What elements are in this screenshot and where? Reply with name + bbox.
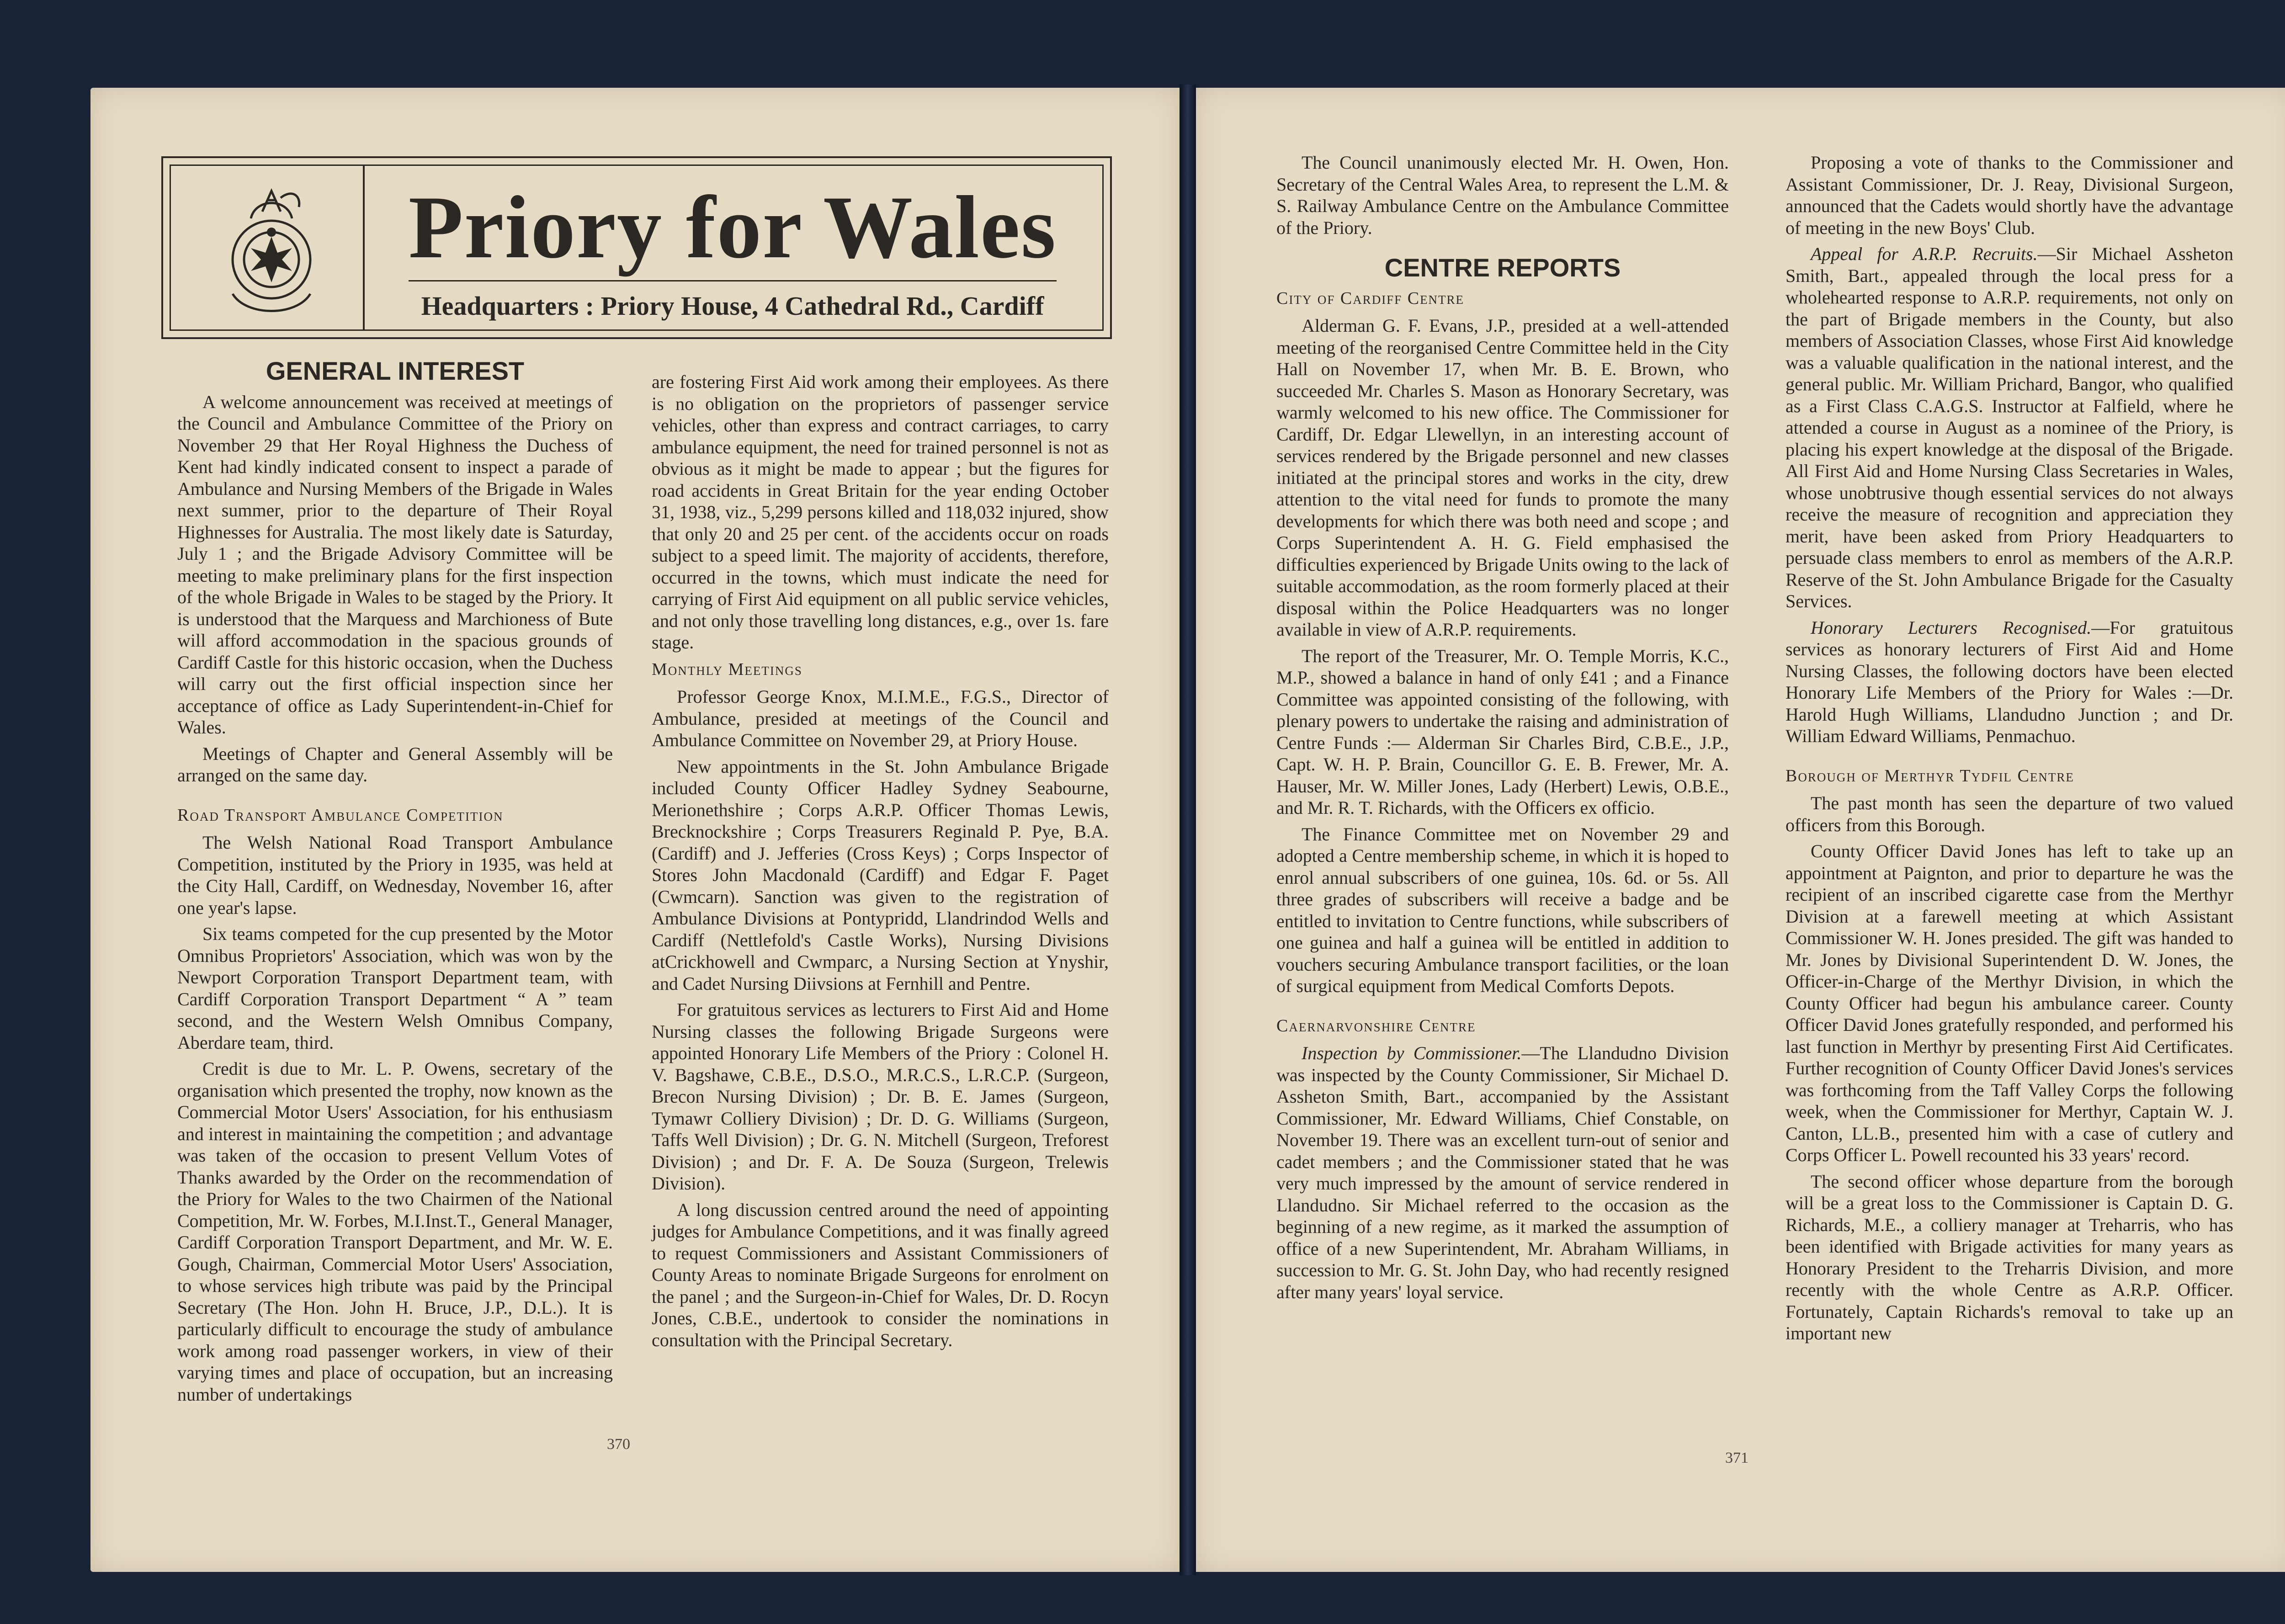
page-number: 371 [1725,1449,1748,1466]
right-page [1196,88,2285,1572]
paragraph [1785,243,2233,612]
book-gutter [1180,85,1196,1575]
paragraph [1785,617,2233,747]
paragraph: A long discussion centred around the need of appointing judges for Ambulance Competitions, and it was finally agreed to request Commissioners and Assistant Commissioners of County Areas to nominate Brigade Surgeons for enrolment on the panel ; and the Surgeon-in-Chief for Wales, Dr. D. Rocyn Jones, C.B.E., undertook to consider the nominations in consultation with the Principal Secretary. [652,1199,1109,1350]
paragraph [1276,1042,1729,1303]
run-in-heading: Inspection by Commissioner. [1302,1043,1522,1063]
paragraph-text: —For gratuitous services as honorary lecturers of First Aid and Home Nursing Classes, the following doctors have been elected Honorary Life Members of the Priory for Wales :—Dr. Harold Hugh Williams, Llandudno Junction ; and Dr. William Edward Williams, Penmachuo. [1785,617,2233,746]
section-heading: CENTRE REPORTS [1384,253,1621,282]
paragraph: Proposing a vote of thanks to the Commissioner and Assistant Commissioner, Dr. J. Reay, Divisional Surgeon, announced that the Cadets would shortly have the advantage of meeting in the new Boys' Club. [1785,152,2233,238]
paragraph: Alderman G. F. Evans, J.P., presided at a well-attended meeting of the reorganised Centre Committee held in the City Hall on November 17, when Mr. B. E. Brown, who succeeded Mr. Charles S. Mason as Honorary Secretary, was warmly welcomed to his new office. The Commissioner for Cardiff, Dr. Edgar Llewellyn, in an interesting account of services rendered by the Brigade personnel and new classes initiated at the principal stores and works in the city, drew attention to the vital need for funds to promote the many developments for which there was both need and scope ; and Corps Superintendent A. H. G. Field emphasised the difficulties experienced by Brigade Units owing to the lack of suitable accommodation, as the room formerly placed at their disposal within the Police Headquarters was no longer available in view of A.R.P. requirements. [1276,315,1729,640]
left-column-2 [652,371,1109,1355]
section-heading: GENERAL INTEREST [266,356,525,385]
priory-crest-icon [219,180,324,321]
paragraph: The Welsh National Road Transport Ambulance Competition, instituted by the Priory in 1935, was held at the City Hall, Cardiff, on Wednesday, November 16, after one year's lapse. [177,832,613,918]
page-number: 370 [607,1436,630,1453]
subsection-heading: City of Cardiff Centre [1276,288,1465,308]
subsection-heading: Road Transport Ambulance Competition [177,805,504,825]
paragraph-text: —Sir Michael Assheton Smith, Bart., appealed through the local press for a wholehearted response to A.R.P. requirements, not only on the part of Brigade members in the County, but also members of Association Classes, whose First Aid knowledge was a valuable qualification in the national interest, and the general public. Mr. William Prichard, Bangor, who qualified as a First Class C.A.G.S. Instructor at Falfield, where he attended a course in August as a nominee of the Priory, is placing his expert knowledge at the disposal of the Brigade. All First Aid and Home Nursing Class Secretaries in Wales, whose unobtrusive though essential services do not always receive the measure of recognition and appreciation they merit, have been asked from Priory Headquarters to persuade class members to enrol as members of the A.R.P. Reserve of the St. John Ambulance Brigade for the Casualty Services. [1785,244,2234,611]
paragraph: Professor George Knox, M.I.M.E., F.G.S., Director of Ambulance, presided at meetings of the Council and Ambulance Committee on November 29, at Priory House. [652,686,1109,750]
subsection-heading: Caernarvonshire Centre [1276,1016,1476,1035]
paragraph: The Council unanimously elected Mr. H. Owen, Hon. Secretary of the Central Wales Area, to represent the L.M. & S. Railway Ambulance Centre on the Ambulance Committee of the Priory. [1276,152,1729,238]
paragraph: The past month has seen the departure of two valued officers from this Borough. [1785,793,2233,835]
paragraph: Credit is due to Mr. L. P. Owens, secretary of the organisation which presented the trophy, now known as the Commercial Motor Users' Association, for his enthusiasm and interest in maintaining the competition ; and advantage was taken of the occasion to present Vellum Votes of Thanks awarded by the Order on the recommendation of the Priory for Wales to the two Chairmen of the National Competition, Mr. W. Forbes, M.I.Inst.T., General Manager, Cardiff Corporation Transport Department, and Mr. W. E. Gough, Chairman, Commercial Motor Users' Association, to whose services high tribute was paid by the Principal Secretary (The Hon. John H. Bruce, J.P., D.L.). It is particularly difficult to encourage the study of ambulance work among road passenger workers, in view of their varying times and place of occupation, but an increasing number of undertakings [177,1058,613,1405]
paragraph: A welcome announcement was received at meetings of the Council and Ambulance Committee of the Priory on November 29 that Her Royal Highness the Duchess of Kent had kindly indicated consent to inspect a parade of Ambulance and Nursing Members of the Brigade in Wales next summer, prior to the departure of Their Royal Highnesses for Australia. The most likely date is Saturday, July 1 ; and the Brigade Advisory Committee will be meeting to make preliminary plans for the first inspection of the whole Brigade in Wales to be staged by the Priory. It is understood that the Marquess and Marchioness of Bute will afford accommodation in the spacious grounds of Cardiff Castle for this historic occasion, when the Duchess will carry out the first official inspection since her acceptance of office as Lady Superintendent-in-Chief for Wales. [177,391,613,738]
left-page [90,88,1180,1572]
crest-cell [171,166,365,329]
run-in-heading: Appeal for A.R.P. Recruits. [1811,244,2038,264]
right-column-2 [1785,152,2233,1349]
paragraph: For gratuitous services as lecturers to First Aid and Home Nursing classes the following Brigade Surgeons were appointed Honorary Life Members of the Priory : Colonel H. V. Bagshawe, C.B.E., D.S.O., M.R.C.S., L.R.C.P. (Surgeon, Brecon Nursing Division) ; Dr. B. E. James (Surgeon, Tymawr Colliery Division) ; Dr. D. G. Williams (Surgeon, Taffs Well Division) ; Dr. G. N. Mitchell (Surgeon, Treforest Division) ; and Dr. F. A. De Souza (Surgeon, Trelewis Division). [652,999,1109,1194]
paragraph: New appointments in the St. John Ambulance Brigade included County Officer Hadley Sydney Seabourne, Merionethshire ; Corps A.R.P. Officer Thomas Lewis, Brecknockshire ; Corps Treasurers Reginald P. Pye, B.A. (Cardiff) and J. Jefferies (Cross Keys) ; Corps Inspector of Stores John Macdonald (Cardiff) and Edgar F. Paget (Cwmcarn). Sanction was given to the registration of Ambulance Divisions at Pontypridd, Llandrindod Wells and Cardiff (Nettlefold's Castle Works), Nursing Divisions atCrickhowell and Cwmparc, a Nursing Section at Ynyshir, and Cadet Nursing Diivsions at Fernhill and Pentre. [652,756,1109,994]
paragraph-text: —The Llandudno Division was inspected by the County Commissioner, Sir Michael D. Assheton Smith, Bart., accompanied by the Assistant Commissioner, Mr. Edward Williams, Chief Constable, on November 19. There was an excellent turn-out of senior and cadet members ; and the Commissioner stated that he was very much impressed by the amount of service rendered in Llandudno. Sir Michael referred to the occasion as the beginning of a new regime, as it marked the assumption of office of a new Superintendent, Mr. Abraham Williams, in succession to Mr. G. St. John Day, who had recently resigned after many years' loyal service. [1276,1043,1729,1302]
paragraph: are fostering First Aid work among their employees. As there is no obligation on the proprietors of passenger service vehicles, other than express and contract carriages, to carry ambulance equipment, the need for trained personnel is not as obvious as it might be made to appear ; but the figures for road accidents in Great Britain for the year ending October 31, 1938, viz., 5,299 persons killed and 118,032 injured, show that only 20 and 25 per cent. of the accidents occur on roads subject to a speed limit. The majority of accidents, therefore, occurred in the towns, which must indicate the need for carrying of First Aid equipment on all public service vehicles, and not only those travelling long distances, e.g., over 1s. fare stage. [652,372,1109,653]
masthead-subtitle: Headquarters : Priory House, 4 Cathedral Rd., Cardiff [421,291,1044,321]
paragraph: Meetings of Chapter and General Assembly will be arranged on the same day. [177,743,613,785]
left-column-1 [177,356,613,1410]
masthead [161,156,1112,339]
masthead-rule [409,280,1057,281]
paragraph: Six teams competed for the cup presented by the Motor Omnibus Proprietors' Association, which was won by the Newport Corporation Transport Department team, with Cardiff Corporation Transport Department “ A ” team second, and the Western Welsh Omnibus Company, Aberdare team, third. [177,923,613,1053]
paragraph: The Finance Committee met on November 29 and adopted a Centre membership scheme, in which it is hoped to enrol annual subscribers of one guinea, 10s. 6d. or 5s. All three grades of subscribers will receive a badge and be entitled to invitation to Centre functions, while subscribers of one guinea and half a guinea will be entitled in addition to vouchers securing Ambulance transport facilities, or the loan of surgical equipment from Medical Comforts Depots. [1276,823,1729,996]
right-column-1 [1276,152,1729,1307]
masthead-title: Priory for Wales [408,178,1057,277]
subsection-heading: Monthly Meetings [652,659,802,679]
run-in-heading: Honorary Lecturers Recognised. [1811,617,2092,638]
paragraph: County Officer David Jones has left to take up an appointment at Paignton, and prior to departure he was the recipient of an inscribed cigarette case from the Merthyr Division at a farewell meeting at which Assistant Commissioner W. H. Jones presided. The gift was handed to Mr. Jones by Divisional Superintendent D. W. Jones, the Officer-in-Charge of the Merthyr Division, in which the County Officer had begun his ambulance career. County Officer David Jones gratefully responded, and performed his last function in Merthyr by presenting First Aid Certificates. Further recognition of County Officer David Jones's services was forthcoming from the Taff Valley Corps the following week, when the Commissioner for Merthyr, Captain W. J. Canton, LL.B., presented him with a case of cutlery and Corps Officer L. Powell recounted his 33 years' record. [1785,841,2233,1165]
paragraph: The report of the Treasurer, Mr. O. Temple Morris, K.C., M.P., showed a balance in hand of only £41 ; and a Finance Committee was appointed consisting of the following, with plenary powers to undertake the raising and administration of Centre Funds :— Alderman Sir Charles Bird, C.B.E., J.P., Capt. W. H. P. Brain, Councillor G. E. B. Frewer, Mr. A. Hauser, Mr. W. Miller Jones, Lady (Herbert) Lewis, O.B.E., and Mr. R. T. Richards, with the Officers ex officio. [1276,645,1729,818]
paragraph: The second officer whose departure from the borough will be a great loss to the Commissioner is Captain D. G. Richards, M.E., a colliery manager at Treharris, who has been identified with Brigade activities for many years as Honorary President to the Treharris Division, and more recently with the whole Centre as A.R.P. Officer. Fortunately, Captain Richards's removal to take up an important new [1785,1171,2233,1343]
subsection-heading: Borough of Merthyr Tydfil Centre [1785,766,2074,785]
